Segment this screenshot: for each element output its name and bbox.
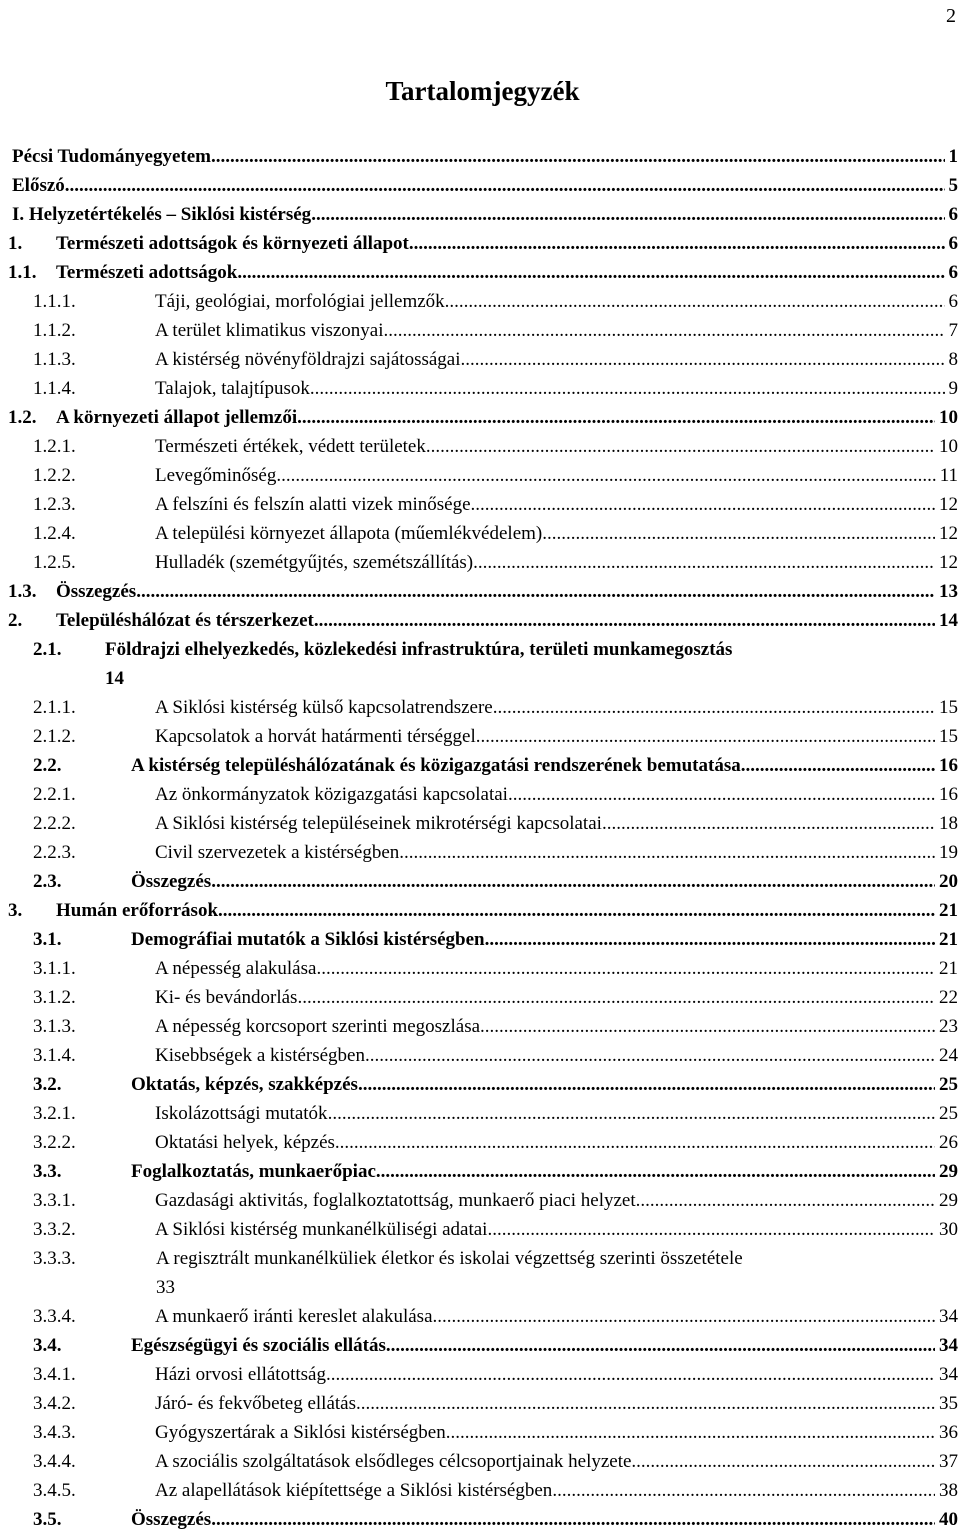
toc-entry-page: 12 bbox=[939, 494, 958, 515]
toc-entry-title: A Siklósi kistérség településeinek mikrotérségi kapcsolatai bbox=[155, 813, 602, 834]
toc-entry-page: 1 bbox=[948, 146, 958, 167]
toc-dot-leader bbox=[471, 490, 935, 519]
toc-dot-leader bbox=[493, 693, 935, 722]
toc-dot-leader bbox=[211, 867, 935, 896]
toc-entry-number: 2.2. bbox=[33, 755, 62, 776]
toc-dot-leader bbox=[297, 983, 935, 1012]
toc-entry-page: 34 bbox=[939, 1335, 958, 1356]
toc-entry-page: 24 bbox=[939, 1045, 958, 1066]
toc-dot-leader bbox=[631, 1447, 935, 1476]
toc-entry-title: Gazdasági aktivitás, foglalkoztatottság, munkaerő piaci helyzet bbox=[155, 1190, 636, 1211]
toc-entry-page: 37 bbox=[939, 1451, 958, 1472]
toc-entry-number: 3.4. bbox=[33, 1335, 62, 1356]
toc-dot-leader bbox=[409, 229, 945, 258]
toc-entry-page: 7 bbox=[948, 320, 958, 341]
toc-entry-page: 38 bbox=[939, 1480, 958, 1501]
toc-entry-title: Előszó bbox=[12, 175, 65, 196]
toc-dot-leader bbox=[328, 1099, 935, 1128]
toc-entry-number: 1.2.4. bbox=[33, 523, 76, 544]
toc-entry-page: 25 bbox=[939, 1074, 958, 1095]
toc-entry[interactable] bbox=[0, 374, 960, 403]
toc-entry[interactable] bbox=[0, 1447, 960, 1476]
toc-entry-title: Természeti értékek, védett területek bbox=[155, 436, 426, 457]
page-number: 2 bbox=[946, 5, 956, 27]
toc-entry-page: 14 bbox=[939, 610, 958, 631]
toc-entry-page: 11 bbox=[939, 465, 958, 486]
toc-entry[interactable] bbox=[0, 461, 960, 490]
toc-entry-title: Földrajzi elhelyezkedés, közlekedési infrastruktúra, területi munkamegosztás 14 bbox=[105, 639, 733, 689]
toc-entry[interactable] bbox=[0, 1389, 960, 1418]
toc-dot-leader bbox=[218, 896, 935, 925]
toc-entry[interactable] bbox=[0, 171, 960, 200]
toc-dot-leader bbox=[365, 1041, 935, 1070]
toc-dot-leader bbox=[741, 751, 935, 780]
toc-title: Tartalomjegyzék bbox=[385, 76, 580, 106]
toc-entry[interactable] bbox=[0, 838, 960, 867]
toc-entry-page: 15 bbox=[939, 726, 958, 747]
toc-dot-leader bbox=[358, 1070, 935, 1099]
toc-entry[interactable] bbox=[0, 1302, 960, 1331]
toc-entry-title: Pécsi Tudományegyetem bbox=[12, 146, 211, 167]
toc-entry[interactable] bbox=[0, 635, 960, 693]
toc-dot-leader bbox=[311, 200, 944, 229]
toc-entry-number: 2.2.3. bbox=[33, 842, 76, 863]
toc-dot-leader bbox=[384, 316, 945, 345]
toc-entry-page: 6 bbox=[948, 233, 958, 254]
toc-entry-page: 9 bbox=[948, 378, 958, 399]
toc-entry-number: 1.1. bbox=[8, 262, 37, 283]
toc-entry-page: 34 bbox=[939, 1364, 958, 1385]
toc-entry-number: 3.2. bbox=[33, 1074, 62, 1095]
toc-entry[interactable] bbox=[0, 258, 960, 287]
toc-entry-page: 6 bbox=[948, 204, 958, 225]
toc-entry-title: Természeti adottságok és környezeti állapot bbox=[56, 233, 409, 254]
toc-entry[interactable] bbox=[0, 200, 960, 229]
toc-entry-page: 13 bbox=[939, 581, 958, 602]
toc-entry-page: 21 bbox=[939, 900, 958, 921]
toc-entry-title: Táji, geológiai, morfológiai jellemzők bbox=[155, 291, 445, 312]
toc-entry[interactable] bbox=[0, 693, 960, 722]
toc-dot-leader bbox=[314, 606, 935, 635]
toc-entry-number: 3.2.1. bbox=[33, 1103, 76, 1124]
toc-entry[interactable] bbox=[0, 548, 960, 577]
toc-entry[interactable] bbox=[0, 751, 960, 780]
toc-dot-leader bbox=[433, 1302, 935, 1331]
toc-entry-number: 3.2.2. bbox=[33, 1132, 76, 1153]
toc-entry-title: Házi orvosi ellátottság bbox=[155, 1364, 326, 1385]
toc-entry-title: A munkaerő iránti kereslet alakulása bbox=[155, 1306, 433, 1327]
toc-entry[interactable] bbox=[0, 925, 960, 954]
toc-dot-leader bbox=[480, 1012, 935, 1041]
toc-entry-number: 3.3.4. bbox=[33, 1306, 76, 1327]
toc-entry-number: 1. bbox=[8, 233, 23, 254]
toc-entry-page: 14 bbox=[105, 668, 124, 689]
toc-dot-leader bbox=[485, 925, 935, 954]
toc-dot-leader bbox=[426, 432, 935, 461]
toc-entry-title: Egészségügyi és szociális ellátás bbox=[131, 1335, 386, 1356]
toc-entry-page: 25 bbox=[939, 1103, 958, 1124]
toc-entry-title: A környezeti állapot jellemzői bbox=[56, 407, 298, 428]
toc-dot-leader bbox=[211, 142, 945, 171]
toc-entry[interactable] bbox=[0, 519, 960, 548]
toc-entry-number: 3.3.3. bbox=[33, 1248, 76, 1269]
toc-entry[interactable] bbox=[0, 1476, 960, 1505]
toc-entry-page: 12 bbox=[939, 552, 958, 573]
toc-entry-page: 33 bbox=[156, 1277, 175, 1298]
toc-entry-title: A kistérség településhálózatának és közigazgatási rendszerének bemutatása bbox=[131, 755, 741, 776]
toc-dot-leader bbox=[276, 461, 935, 490]
toc-entry-page: 34 bbox=[939, 1306, 958, 1327]
toc-entry[interactable] bbox=[0, 1360, 960, 1389]
toc-entry[interactable] bbox=[0, 983, 960, 1012]
toc-entry-page: 20 bbox=[939, 871, 958, 892]
toc-entry[interactable] bbox=[0, 1215, 960, 1244]
toc-entry-page: 6 bbox=[948, 291, 958, 312]
toc-entry-title: Összegzés bbox=[56, 581, 137, 602]
toc-entry-title: Ki- és bevándorlás bbox=[155, 987, 298, 1008]
toc-dot-leader bbox=[386, 1331, 935, 1360]
toc-entry-title: Az önkormányzatok közigazgatási kapcsolatai bbox=[155, 784, 508, 805]
toc-entry-title: Hulladék (szemétgyűjtés, szemétszállítás) bbox=[155, 552, 474, 573]
toc-entry-title: Talajok, talajtípusok bbox=[155, 378, 310, 399]
toc-entry-number: 3.4.1. bbox=[33, 1364, 76, 1385]
toc-dot-leader bbox=[446, 1418, 935, 1447]
toc-entry[interactable] bbox=[0, 490, 960, 519]
toc-entry-page: 18 bbox=[939, 813, 958, 834]
toc-entry-number: 3.1.1. bbox=[33, 958, 76, 979]
toc-entry-page: 21 bbox=[939, 958, 958, 979]
toc-entry-page: 36 bbox=[939, 1422, 958, 1443]
toc-entry-page: 30 bbox=[939, 1219, 958, 1240]
toc-dot-leader bbox=[297, 403, 935, 432]
toc-entry[interactable] bbox=[0, 867, 960, 896]
toc-entry-page: 23 bbox=[939, 1016, 958, 1037]
toc-entry-number: 1.1.3. bbox=[33, 349, 76, 370]
toc-entry-number: 3.4.4. bbox=[33, 1451, 76, 1472]
toc-dot-leader bbox=[65, 171, 945, 200]
toc-entry[interactable] bbox=[0, 1157, 960, 1186]
toc-entry[interactable] bbox=[0, 577, 960, 606]
toc-entry-page: 10 bbox=[939, 407, 958, 428]
toc-dot-leader bbox=[136, 577, 935, 606]
toc-entry[interactable] bbox=[0, 1331, 960, 1360]
toc-entry[interactable] bbox=[0, 722, 960, 751]
toc-entry[interactable] bbox=[0, 345, 960, 374]
toc-entry-number: 1.2.5. bbox=[33, 552, 76, 573]
toc-entry-title: Járó- és fekvőbeteg ellátás bbox=[155, 1393, 356, 1414]
toc-entry-number: 2.3. bbox=[33, 871, 62, 892]
toc-entry-title: A települési környezet állapota (műemlékvédelem) bbox=[155, 523, 543, 544]
toc-dot-leader bbox=[445, 287, 945, 316]
toc-entry-number: 3.4.3. bbox=[33, 1422, 76, 1443]
toc-entry-page: 29 bbox=[939, 1190, 958, 1211]
toc-entry-page: 22 bbox=[939, 987, 958, 1008]
toc-entry-page: 8 bbox=[948, 349, 958, 370]
toc-entry[interactable] bbox=[0, 954, 960, 983]
toc-entry-title: Kisebbségek a kistérségben bbox=[155, 1045, 365, 1066]
toc-entry-title: Gyógyszertárak a Siklósi kistérségben bbox=[155, 1422, 446, 1443]
toc-entry-page: 19 bbox=[939, 842, 958, 863]
toc-entry[interactable] bbox=[0, 287, 960, 316]
toc-entry-page: 26 bbox=[939, 1132, 958, 1153]
toc-entry-number: 2.2.1. bbox=[33, 784, 76, 805]
toc-entry-page: 40 bbox=[939, 1509, 958, 1530]
toc-entry-title: A Siklósi kistérség munkanélküliségi adatai bbox=[155, 1219, 488, 1240]
toc-entry[interactable] bbox=[0, 142, 960, 171]
toc-entry-number: 2.1.1. bbox=[33, 697, 76, 718]
toc-entry[interactable] bbox=[0, 432, 960, 461]
toc-entry-title: A Siklósi kistérség külső kapcsolatrendszere bbox=[155, 697, 493, 718]
toc-entry-title: Összegzés bbox=[131, 871, 212, 892]
toc-entry-title: A népesség korcsoport szerinti megoszlása bbox=[155, 1016, 481, 1037]
toc-entry-title: Az alapellátások kiépítettsége a Siklósi kistérségben bbox=[155, 1480, 553, 1501]
toc-entry-number: 1.3. bbox=[8, 581, 37, 602]
toc-entry-title: I. Helyzetértékelés – Siklósi kistérség bbox=[12, 204, 312, 225]
toc-entry[interactable] bbox=[0, 1128, 960, 1157]
toc-entry-page: 29 bbox=[939, 1161, 958, 1182]
toc-entry-title: Összegzés bbox=[131, 1509, 212, 1530]
toc-dot-leader bbox=[326, 1360, 935, 1389]
toc-entry-number: 1.2.3. bbox=[33, 494, 76, 515]
toc-entry-number: 3.4.5. bbox=[33, 1480, 76, 1501]
toc-entry-number: 3.1.2. bbox=[33, 987, 76, 1008]
toc-dot-leader bbox=[542, 519, 935, 548]
toc-entry-number: 3.1. bbox=[33, 929, 62, 950]
toc-entry-number: 2. bbox=[8, 610, 23, 631]
toc-entry-number: 3.4.2. bbox=[33, 1393, 76, 1414]
toc-entry-page: 12 bbox=[939, 523, 958, 544]
toc-entry-title: A szociális szolgáltatások elsődleges célcsoportjainak helyzete bbox=[155, 1451, 632, 1472]
toc-dot-leader bbox=[376, 1157, 935, 1186]
toc-entry[interactable] bbox=[0, 403, 960, 432]
toc-entry[interactable] bbox=[0, 1041, 960, 1070]
toc-entry-number: 1.2.2. bbox=[33, 465, 76, 486]
toc-entry[interactable] bbox=[0, 1099, 960, 1128]
toc-entry-number: 1.1.4. bbox=[33, 378, 76, 399]
toc-entry-number: 3.3. bbox=[33, 1161, 62, 1182]
toc-dot-leader bbox=[602, 809, 935, 838]
toc-entry[interactable] bbox=[0, 809, 960, 838]
toc-entry[interactable] bbox=[0, 1418, 960, 1447]
toc-entry-number: 3.1.4. bbox=[33, 1045, 76, 1066]
toc-entry-number: 2.1.2. bbox=[33, 726, 76, 747]
toc-dot-leader bbox=[335, 1128, 935, 1157]
toc-entry-title: Oktatási helyek, képzés bbox=[155, 1132, 335, 1153]
toc-entry-title: A felszíni és felszín alatti vizek minősége bbox=[155, 494, 471, 515]
toc-entry-page: 15 bbox=[939, 697, 958, 718]
toc-entry-number: 1.2. bbox=[8, 407, 37, 428]
toc-entry-title: Demográfiai mutatók a Siklósi kistérségben bbox=[131, 929, 485, 950]
toc-dot-leader bbox=[356, 1389, 935, 1418]
toc-entry-title: Levegőminőség bbox=[155, 465, 277, 486]
toc-entry-title: Természeti adottságok bbox=[56, 262, 238, 283]
toc-dot-leader bbox=[476, 722, 935, 751]
toc-dot-leader bbox=[316, 954, 935, 983]
toc-entry-number: 2.2.2. bbox=[33, 813, 76, 834]
toc-entry[interactable] bbox=[0, 780, 960, 809]
toc-entry-title: A terület klimatikus viszonyai bbox=[155, 320, 384, 341]
toc-entry-number: 1.1.1. bbox=[33, 291, 76, 312]
toc-entry-page: 16 bbox=[939, 784, 958, 805]
toc-entry-title: Kapcsolatok a horvát határmenti térséggel bbox=[155, 726, 476, 747]
toc-dot-leader bbox=[461, 345, 945, 374]
toc-entry-title: A népesség alakulása bbox=[155, 958, 317, 979]
toc-dot-leader bbox=[237, 258, 944, 287]
toc-entry-title: Településhálózat és térszerkezet bbox=[56, 610, 314, 631]
toc-dot-leader bbox=[310, 374, 945, 403]
toc-entry[interactable] bbox=[0, 1505, 960, 1534]
toc-entry-number: 3.5. bbox=[33, 1509, 62, 1530]
toc-dot-leader bbox=[487, 1215, 935, 1244]
toc-entry-title: A regisztrált munkanélküliek életkor és iskolai végzettség szerinti összetétele 33 bbox=[156, 1248, 743, 1298]
toc-entry[interactable] bbox=[0, 1012, 960, 1041]
toc-entry-title: Civil szervezetek a kistérségben bbox=[155, 842, 400, 863]
toc-entry[interactable] bbox=[0, 316, 960, 345]
toc-entry-title: Foglalkoztatás, munkaerőpiac bbox=[131, 1161, 376, 1182]
toc-dot-leader bbox=[211, 1505, 935, 1534]
toc-entry-title: Humán erőforrások bbox=[56, 900, 219, 921]
toc-entry-title: Iskolázottsági mutatók bbox=[155, 1103, 328, 1124]
toc-entry-page: 35 bbox=[939, 1393, 958, 1414]
toc-entry-number: 3.3.2. bbox=[33, 1219, 76, 1240]
toc-entry-page: 6 bbox=[948, 262, 958, 283]
toc-dot-leader bbox=[552, 1476, 935, 1505]
toc-dot-leader bbox=[399, 838, 935, 867]
toc-entry-page: 16 bbox=[939, 755, 958, 776]
toc-entry[interactable] bbox=[0, 1186, 960, 1215]
toc-entry[interactable] bbox=[0, 229, 960, 258]
toc-entry-number: 3.3.1. bbox=[33, 1190, 76, 1211]
toc-entry[interactable] bbox=[0, 1070, 960, 1099]
toc-dot-leader bbox=[473, 548, 935, 577]
toc-entry-page: 10 bbox=[939, 436, 958, 457]
toc-entry[interactable] bbox=[0, 896, 960, 925]
toc-dot-leader bbox=[508, 780, 935, 809]
toc-entry-page: 21 bbox=[939, 929, 958, 950]
toc-entry-number: 1.1.2. bbox=[33, 320, 76, 341]
toc-dot-leader bbox=[636, 1186, 935, 1215]
toc-entry-title: A kistérség növényföldrajzi sajátosságai bbox=[155, 349, 461, 370]
toc-entry-title: Oktatás, képzés, szakképzés bbox=[131, 1074, 358, 1095]
toc-entry-number: 1.2.1. bbox=[33, 436, 76, 457]
toc-entry[interactable] bbox=[0, 1244, 960, 1302]
toc-entry-page: 5 bbox=[948, 175, 958, 196]
toc-entry-number: 2.1. bbox=[33, 639, 62, 660]
toc-entry[interactable] bbox=[0, 606, 960, 635]
toc-entry-number: 3. bbox=[8, 900, 23, 921]
toc-entry-number: 3.1.3. bbox=[33, 1016, 76, 1037]
